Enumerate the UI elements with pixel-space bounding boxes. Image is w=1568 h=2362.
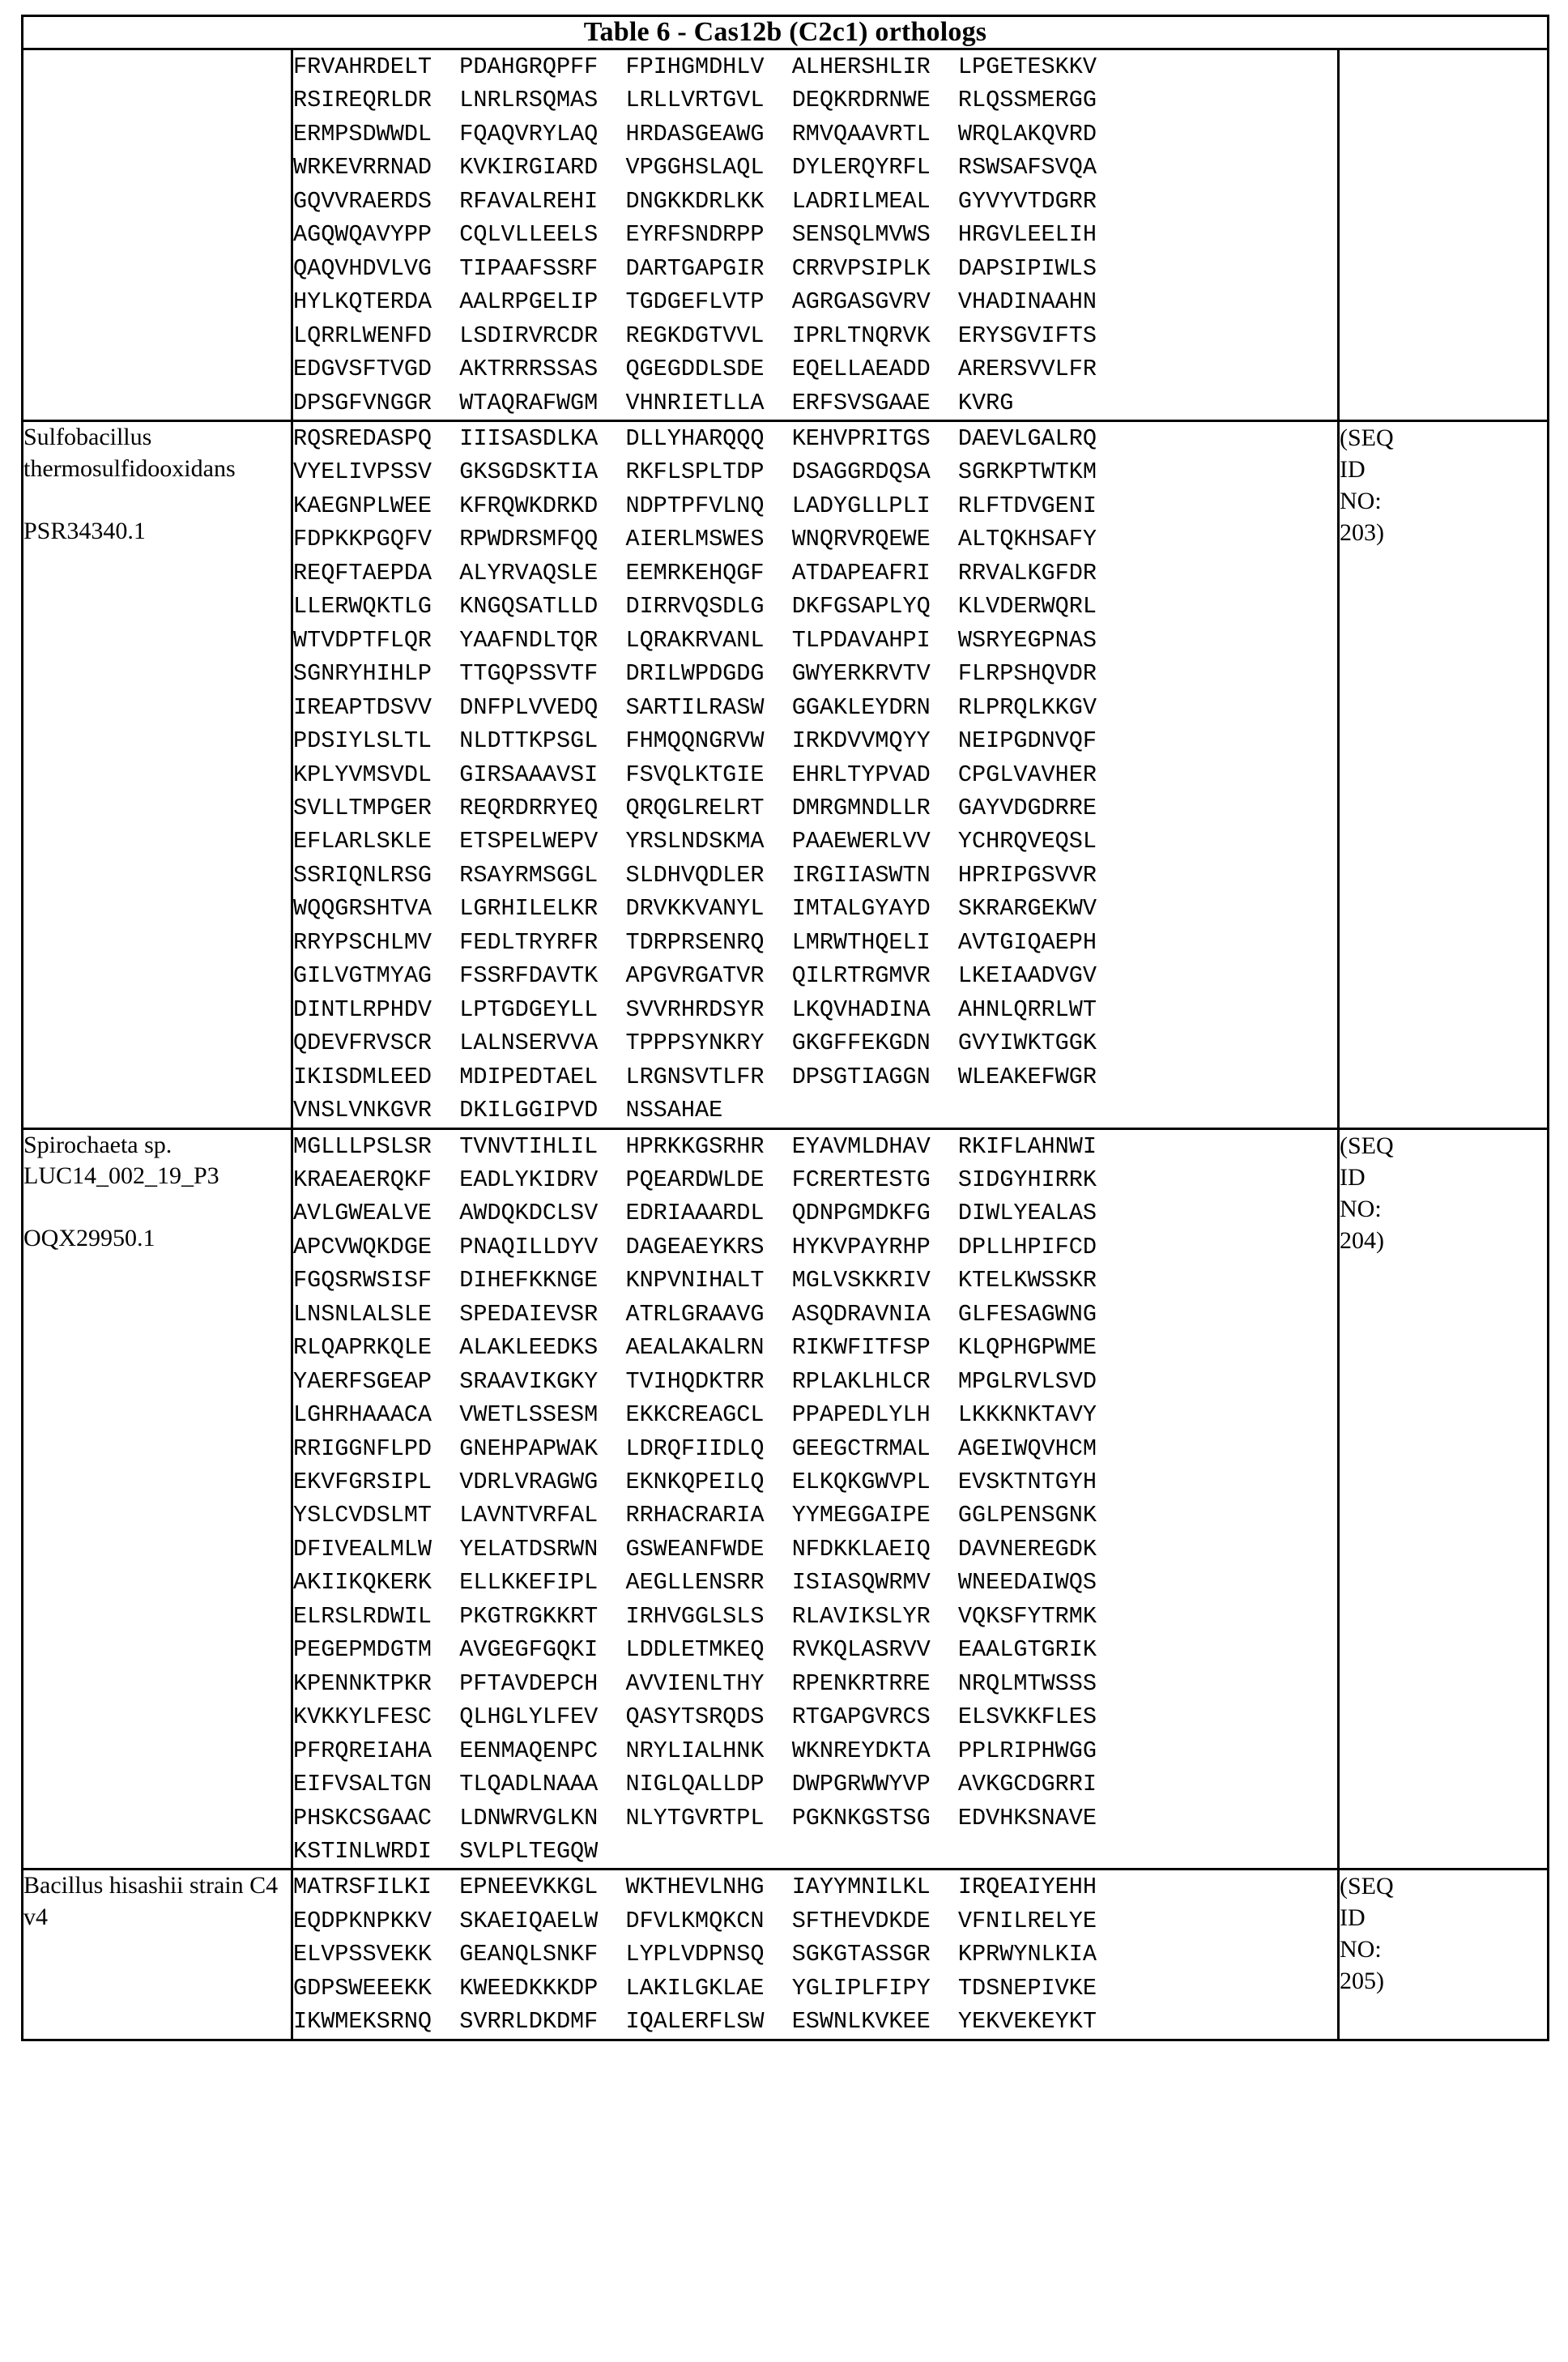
cas12b-orthologs-table <box>21 15 1549 2041</box>
sequence-line: QAQVHDVLVG TIPAAFSSRF DARTGAPGIR CRRVPSIPLK DAPSIPIWLS <box>293 254 1097 282</box>
seq-id-line: (SEQ <box>1340 1873 1394 1900</box>
seq-id-line: (SEQ <box>1340 1132 1394 1159</box>
sequence-line: ELVPSSVEKK GEANQLSNKF LYPLVDPNSQ SGKGTASSGR KPRWYNLKIA <box>293 1941 1097 1968</box>
accession-number: PSR34340.1 <box>23 517 146 544</box>
sequence-line: SVLLTMPGER REQRDRRYEQ QRQGLRELRT DMRGMNDLLR GAYVDGDRRE <box>293 794 1097 821</box>
sequence-line: LGHRHAAACA VWETLSSESM EKKCREAGCL PPAPEDLYLH LKKKNKTAVY <box>293 1401 1097 1429</box>
sequence-cell <box>292 420 1339 1128</box>
table-title: Table 6 - Cas12b (C2c1) orthologs <box>23 16 1549 49</box>
sequence-line: FDPKKPGQFV RPWDRSMFQQ AIERLMSWES WNQRVRQEWE ALTQKHSAFY <box>293 526 1097 553</box>
sequence-line: RRYPSCHLMV FEDLTRYRFR TDRPRSENRQ LMRWTHQELI AVTGIQAEPH <box>293 928 1097 956</box>
sequence-line: KRAEAERQKF EADLYKIDRV PQEARDWLDE FCRERTESTG SIDGYHIRRK <box>293 1166 1097 1193</box>
sequence-cell <box>292 49 1339 421</box>
sequence-line: MGLLLPSLSR TVNVTIHLIL HPRKKGSRHR EYAVMLDHAV RKIFLAHNWI <box>293 1132 1097 1160</box>
sequence-line: IREAPTDSVV DNFPLVVEDQ SARTILRASW GGAKLEYDRN RLPRQLKKGV <box>293 693 1097 721</box>
sequence-line: WTVDPTFLQR YAAFNDLTQR LQRAKRVANL TLPDAVAHPI WSRYEGPNAS <box>293 626 1097 654</box>
sequence-line: MATRSFILKI EPNEEVKKGL WKTHEVLNHG IAYYMNILKL IRQEAIYEHH <box>293 1874 1097 1901</box>
sequence-line: GDPSWEEEKK KWEEDKKKDP LAKILGKLAE YGLIPLFIPY TDSNEPIVKE <box>293 1974 1097 2002</box>
sequence-line: PDSIYLSLTL NLDTTKPSGL FHMQQNGRVW IRKDVVMQYY NEIPGDNVQF <box>293 727 1097 755</box>
sequence-line: KPLYVMSVDL GIRSAAAVSI FSVQLKTGIE EHRLTYPVAD CPGLVAVHER <box>293 761 1097 788</box>
organism-cell <box>23 420 292 1128</box>
sequence-line: REQFTAEPDA ALYRVAQSLE EEMRKEHQGF ATDAPEAFRI RRVALKGFDR <box>293 559 1097 586</box>
sequence-line: ELRSLRDWIL PKGTRGKKRT IRHVGGLSLS RLAVIKSLYR VQKSFYTRMK <box>293 1602 1097 1630</box>
sequence-line: LQRRLWENFD LSDIRVRCDR REGKDGTVVL IPRLTNQRVK ERYSGVIFTS <box>293 322 1097 349</box>
sequence-line: LNSNLALSLE SPEDAIEVSR ATRLGRAAVG ASQDRAVNIA GLFESAGWNG <box>293 1300 1097 1328</box>
sequence-line: VYELIVPSSV GKSGDSKTIA RKFLSPLTDP DSAGGRDQSA SGRKPTWTKM <box>293 458 1097 486</box>
seq-id-line: NO: <box>1340 1195 1382 1222</box>
sequence-line: APCVWQKDGE PNAQILLDYV DAGEAEYKRS HYKVPAYRHP DPLLHPIFCD <box>293 1233 1097 1260</box>
organism-cell <box>23 49 292 421</box>
sequence-cell <box>292 1870 1339 2040</box>
sequence-line: EFLARLSKLE ETSPELWEPV YRSLNDSKMA PAAEWERLVV YCHRQVEQSL <box>293 828 1097 855</box>
table-title-row <box>23 16 1549 49</box>
seq-id-cell <box>1339 1128 1549 1870</box>
sequence-line: FRVAHRDELT PDAHGRQPFF FPIHGMDHLV ALHERSHLIR LPGETESKKV <box>293 53 1097 80</box>
table-row <box>23 49 1549 421</box>
sequence-line: RSIREQRLDR LNRLRSQMAS LRLLVRTGVL DEQKRDRNWE RLQSSMERGG <box>293 87 1097 114</box>
seq-id-line: ID <box>1340 1163 1366 1191</box>
sequence-line: ERMPSDWWDL FQAQVRYLAQ HRDASGEAWG RMVQAAVRTL WRQLAKQVRD <box>293 120 1097 147</box>
seq-id-cell <box>1339 49 1549 421</box>
seq-id-line: 203) <box>1340 518 1384 546</box>
sequence-line: EKVFGRSIPL VDRLVRAGWG EKNKQPEILQ ELKQKGWVPL EVSKTNTGYH <box>293 1469 1097 1496</box>
sequence-line: KSTINLWRDI SVLPLTEGQW <box>293 1838 599 1865</box>
sequence-line: HYLKQTERDA AALRPGELIP TGDGEFLVTP AGRGASGVRV VHADINAAHN <box>293 288 1097 316</box>
sequence-line: DPSGFVNGGR WTAQRAFWGM VHNRIETLLA ERFSVSGAAE KVRG <box>293 389 1014 416</box>
seq-id-cell <box>1339 1870 1549 2040</box>
seq-id-line: NO: <box>1340 487 1382 514</box>
sequence-line: GILVGTMYAG FSSRFDAVTK APGVRGATVR QILRTRGMVR LKEIAADVGV <box>293 962 1097 990</box>
sequence-line: DFIVEALMLW YELATDSRWN GSWEANFWDE NFDKKLAEIQ DAVNEREGDK <box>293 1535 1097 1563</box>
sequence-line: QDEVFRVSCR LALNSERVVA TPPPSYNKRY GKGFFEKGDN GVYIWKTGGK <box>293 1030 1097 1057</box>
sequence-line: KVKKYLFESC QLHGLYLFEV QASYTSRQDS RTGAPGVRCS ELSVKKFLES <box>293 1703 1097 1731</box>
seq-id-line: 205) <box>1340 1968 1384 1995</box>
sequence-line: IKISDMLEED MDIPEDTAEL LRGNSVTLFR DPSGTIAGGN WLEAKEFWGR <box>293 1063 1097 1090</box>
sequence-line: AKIIKQKERK ELLKKEFIPL AEGLLENSRR ISIASQWRMV WNEEDAIWQS <box>293 1569 1097 1597</box>
sequence-line: AGQWQAVYPP CQLVLLEELS EYRFSNDRPP SENSQLMVWS HRGVLEELIH <box>293 221 1097 249</box>
seq-id-line: 204) <box>1340 1226 1384 1254</box>
seq-id-cell <box>1339 420 1549 1128</box>
seq-id-line: ID <box>1340 1904 1366 1932</box>
accession-number: OQX29950.1 <box>23 1225 156 1252</box>
sequence-line: WQQGRSHTVA LGRHILELKR DRVKKVANYL IMTALGYAYD SKRARGEKWV <box>293 895 1097 923</box>
sequence-line: PEGEPMDGTM AVGEGFGQKI LDDLETMKEQ RVKQLASRVV EAALGTGRIK <box>293 1636 1097 1664</box>
sequence-line: RQSREDASPQ IIISASDLKA DLLYHARQQQ KEHVPRITGS DAEVLGALRQ <box>293 424 1097 452</box>
sequence-line: FGQSRWSISF DIHEFKKNGE KNPVNIHALT MGLVSKKRIV KTELKWSSKR <box>293 1267 1097 1294</box>
sequence-line: EDGVSFTVGD AKTRRRSSAS QGEGDDLSDE EQELLAEADD ARERSVVLFR <box>293 356 1097 383</box>
sequence-line: KPENNKTPKR PFTAVDEPCH AVVIENLTHY RPENKRTRRE NRQLMTWSSS <box>293 1669 1097 1697</box>
sequence-cell <box>292 1128 1339 1870</box>
organism-name: Bacillus hisashii strain C4 v4 <box>23 1872 279 1931</box>
sequence-line: YSLCVDSLMT LAVNTVRFAL RRHACRARIA YYMEGGAIPE GGLPENSGNK <box>293 1502 1097 1529</box>
sequence-line: EQDPKNPKKV SKAEIQAELW DFVLKMQKCN SFTHEVDKDE VFNILRELYE <box>293 1907 1097 1934</box>
sequence-line: DINTLRPHDV LPTGDGEYLL SVVRHRDSYR LKQVHADINA AHNLQRRLWT <box>293 996 1097 1023</box>
sequence-line: WRKEVRRNAD KVKIRGIARD VPGGHSLAQL DYLERQYRFL RSWSAFSVQA <box>293 154 1097 181</box>
sequence-line: PHSKCSGAAC LDNWRVGLKN NLYTGVRTPL PGKNKGSTSG EDVHKSNAVE <box>293 1804 1097 1831</box>
table-body <box>23 16 1549 2040</box>
sequence-line: RLQAPRKQLE ALAKLEEDKS AEALAKALRN RIKWFITFSP KLQPHGPWME <box>293 1334 1097 1362</box>
table-row <box>23 1870 1549 2040</box>
sequence-line: AVLGWEALVE AWDQKDCLSV EDRIAAARDL QDNPGMDKFG DIWLYEALAS <box>293 1200 1097 1227</box>
sequence-line: SSRIQNLRSG RSAYRMSGGL SLDHVQDLER IRGIIASWTN HPRIPGSVVR <box>293 861 1097 889</box>
seq-id-line: NO: <box>1340 1936 1382 1963</box>
sequence-line: RRIGGNFLPD GNEHPAPWAK LDRQFIIDLQ GEEGCTRMAL AGEIWQVHCM <box>293 1435 1097 1462</box>
organism-cell <box>23 1128 292 1870</box>
sequence-line: IKWMEKSRNQ SVRRLDKDMF IQALERFLSW ESWNLKVKEE YEKVEKEYKT <box>293 2008 1097 2036</box>
sequence-line: PFRQREIAHA EENMAQENPC NRYLIALHNK WKNREYDKTA PPLRIPHWGG <box>293 1737 1097 1764</box>
sequence-line: LLERWQKTLG KNGQSATLLD DIRRVQSDLG DKFGSAPLYQ KLVDERWQRL <box>293 593 1097 620</box>
organism-cell <box>23 1870 292 2040</box>
sequence-line: EIFVSALTGN TLQADLNAAA NIGLQALLDP DWPGRWWYVP AVKGCDGRRI <box>293 1771 1097 1798</box>
sequence-line: YAERFSGEAP SRAAVIKGKY TVIHQDKTRR RPLAKLHLCR MPGLRVLSVD <box>293 1367 1097 1395</box>
organism-name: Sulfobacillus thermosulfidooxidans <box>23 423 236 482</box>
table-row <box>23 420 1549 1128</box>
sequence-line: SGNRYHIHLP TTGQPSSVTF DRILWPDGDG GWYERKRVTV FLRPSHQVDR <box>293 660 1097 688</box>
sequence-line: GQVVRAERDS RFAVALREHI DNGKKDRLKK LADRILMEAL GYVYVTDGRR <box>293 187 1097 215</box>
sequence-line: VNSLVNKGVR DKILGGIPVD NSSAHAE <box>293 1097 723 1124</box>
seq-id-line: ID <box>1340 455 1366 483</box>
seq-id-line: (SEQ <box>1340 424 1394 451</box>
sequence-line: KAEGNPLWEE KFRQWKDRKD NDPTPFVLNQ LADYGLLPLI RLFTDVGENI <box>293 492 1097 519</box>
organism-name: Spirochaeta sp. LUC14_002_19_P3 <box>23 1131 219 1190</box>
table-row <box>23 1128 1549 1870</box>
